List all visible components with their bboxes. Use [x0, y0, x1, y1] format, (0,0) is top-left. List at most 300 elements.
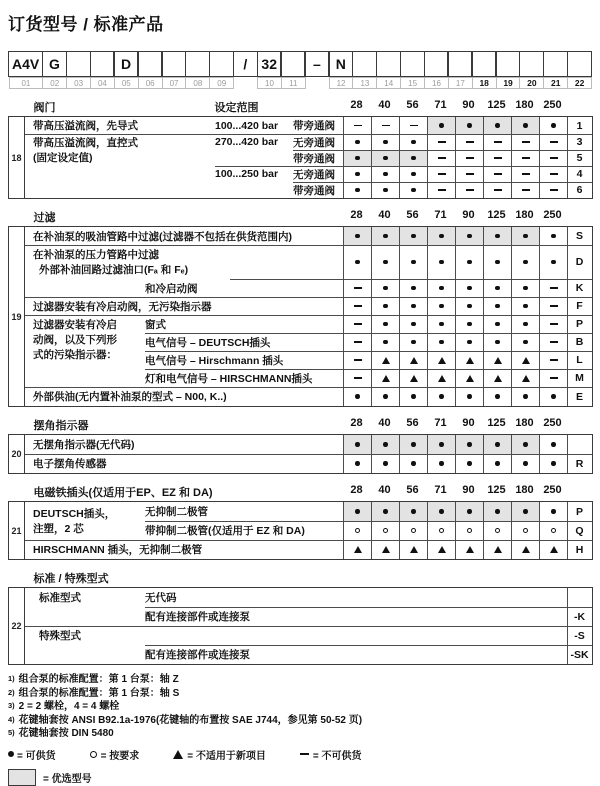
row-label: 带旁通阀 — [293, 120, 335, 132]
available-dot-icon — [467, 442, 472, 447]
value-cell — [427, 227, 455, 245]
footnote-text: 花键轴套按 DIN 5480 — [18, 728, 114, 739]
size-column-header: 40 — [378, 417, 391, 429]
value-cell — [371, 435, 399, 454]
section-body — [25, 117, 592, 198]
available-dot-icon — [411, 172, 416, 177]
code-box-number: 04 — [90, 77, 115, 89]
available-dot-icon — [495, 394, 500, 399]
value-cell — [371, 540, 399, 559]
value-cell — [455, 521, 483, 540]
value-cell — [427, 279, 455, 297]
not-available-dash-icon — [382, 125, 390, 127]
not-available-dash-icon — [354, 305, 362, 307]
value-cell — [539, 279, 567, 297]
value-cell — [343, 117, 371, 134]
footnote-mark: 3) — [8, 701, 15, 710]
value-cell — [483, 387, 511, 406]
spanning-row-label-line: 式的污染指示器： — [33, 349, 117, 361]
code-box-number: 18 — [472, 77, 497, 89]
row-label: 带高压溢流阀，先导式 — [33, 120, 138, 132]
available-dot-icon — [467, 509, 472, 514]
available-dot-icon — [411, 509, 416, 514]
available-dot-icon — [439, 286, 444, 291]
row-label: 无抑制二极管 — [145, 506, 208, 518]
not-available-dash-icon — [550, 359, 558, 361]
value-cell — [343, 333, 371, 351]
available-dot-icon — [439, 234, 444, 239]
row-label: 无旁通阀 — [293, 136, 335, 149]
section-number: 20 — [9, 435, 25, 473]
not-available-dash-icon — [550, 287, 558, 289]
available-dot-icon — [467, 304, 472, 309]
value-cell — [455, 117, 483, 134]
value-cell — [371, 166, 399, 182]
available-dot-icon — [439, 461, 444, 466]
value-cell — [343, 166, 371, 182]
available-dot-icon — [383, 394, 388, 399]
row-label-area — [25, 645, 567, 664]
not-for-new-projects-triangle-icon — [438, 357, 446, 364]
value-cell — [399, 166, 427, 182]
not-for-new-projects-triangle-icon — [382, 375, 390, 382]
not-for-new-projects-triangle-icon — [382, 546, 390, 553]
value-cell — [343, 134, 371, 150]
row-label: 无代码 — [145, 592, 177, 604]
available-dot-icon — [523, 322, 528, 327]
value-cell — [455, 454, 483, 473]
value-cell — [371, 182, 399, 198]
value-cell — [371, 502, 399, 521]
code-box-number: 11 — [281, 77, 306, 89]
code-box-number: 10 — [257, 77, 282, 89]
table-row — [25, 607, 592, 626]
row-label-area — [25, 540, 343, 559]
code-box — [400, 51, 425, 77]
footnote-mark: 4) — [8, 714, 15, 724]
value-cell — [539, 333, 567, 351]
available-dot-icon — [383, 340, 388, 345]
table-row — [25, 297, 592, 315]
not-available-dash-icon — [550, 173, 558, 175]
size-column-header: 71 — [434, 417, 447, 429]
not-for-new-projects-triangle-icon — [438, 375, 446, 382]
value-cell — [371, 279, 399, 297]
value-cell — [455, 315, 483, 333]
not-available-dash-icon — [438, 141, 446, 143]
code-cell: 1 — [567, 117, 591, 134]
footnote-text: 2 = 2 螺栓，4 = 4 螺栓 — [18, 701, 120, 712]
value-cell — [455, 351, 483, 369]
size-column-header: 56 — [406, 417, 419, 429]
value-cell — [539, 521, 567, 540]
value-cell — [427, 454, 455, 473]
code-box — [495, 51, 520, 77]
available-dot-icon — [467, 322, 472, 327]
table-row — [25, 540, 592, 559]
not-available-dash-icon — [522, 141, 530, 143]
value-cell — [455, 435, 483, 454]
model-code-numbers — [8, 77, 592, 89]
code-box-number: 14 — [376, 77, 401, 89]
value-cell — [483, 297, 511, 315]
value-cell — [427, 297, 455, 315]
value-cell — [511, 150, 539, 166]
available-dot-icon — [411, 156, 416, 161]
spanning-row-label-line: (固定设定值) — [33, 152, 93, 164]
size-column-header: 56 — [406, 99, 419, 111]
value-cell — [399, 540, 427, 559]
value-cell — [371, 245, 399, 279]
size-column-header: 40 — [378, 99, 391, 111]
code-box-number: 05 — [114, 77, 139, 89]
size-column-header: 28 — [350, 209, 363, 221]
code-box-number: 15 — [400, 77, 425, 89]
value-cell — [483, 227, 511, 245]
value-cell — [511, 351, 539, 369]
available-dot-icon — [383, 156, 388, 161]
available-dot-icon — [383, 442, 388, 447]
code-cell: 5 — [567, 150, 591, 166]
table-row — [25, 369, 592, 387]
available-dot-icon — [383, 304, 388, 309]
row-label: 配有连接部件或连接泵 — [145, 649, 250, 661]
section-body — [25, 588, 592, 664]
legend-text: = 可供货 — [17, 750, 56, 762]
section-table-22 — [8, 587, 593, 665]
available-dot-icon — [439, 322, 444, 327]
not-available-dash-icon — [550, 341, 558, 343]
value-cell — [343, 351, 371, 369]
value-cell — [539, 166, 567, 182]
value-cell — [511, 540, 539, 559]
available-dot-icon — [467, 340, 472, 345]
value-cell — [343, 150, 371, 166]
value-cell — [455, 369, 483, 387]
table-row — [25, 645, 592, 664]
row-label: 无摆角指示器(无代码) — [33, 439, 135, 451]
available-dot-icon — [495, 442, 500, 447]
row-label-area — [25, 454, 343, 473]
value-cell — [399, 117, 427, 134]
code-cell: L — [567, 351, 591, 369]
not-available-dash-icon — [550, 323, 558, 325]
available-dot-icon — [355, 140, 360, 145]
value-cell — [455, 245, 483, 279]
table-row — [25, 182, 592, 198]
code-box — [352, 51, 377, 77]
section-body — [25, 502, 592, 559]
value-cell — [483, 315, 511, 333]
row-label: 无旁通阀 — [293, 168, 335, 181]
on-request-circle-icon — [411, 528, 417, 534]
available-dot-icon — [523, 304, 528, 309]
value-cell — [371, 521, 399, 540]
value-cell — [539, 227, 567, 245]
code-box — [519, 51, 544, 77]
not-available-dash-icon — [438, 189, 446, 191]
available-dot-icon — [523, 394, 528, 399]
value-cell — [483, 279, 511, 297]
row-label: 灯和电气信号 – HIRSCHMANN插头 — [145, 372, 313, 385]
code-cell: D — [567, 245, 591, 279]
value-cell — [455, 540, 483, 559]
row-label-area — [25, 626, 567, 645]
value-cell — [483, 540, 511, 559]
value-cell — [399, 521, 427, 540]
on-request-circle-icon — [551, 528, 557, 534]
legend-text: = 按要求 — [100, 750, 140, 762]
value-cell — [539, 315, 567, 333]
available-dot-icon — [383, 322, 388, 327]
not-available-dash-icon — [438, 173, 446, 175]
value-cell — [511, 134, 539, 150]
not-available-dash-icon — [466, 173, 474, 175]
available-dot-icon — [495, 234, 500, 239]
value-cell — [371, 117, 399, 134]
spanning-row-label-line: 动阀，以及下列形 — [33, 334, 117, 346]
value-cell — [427, 521, 455, 540]
value-cell — [483, 333, 511, 351]
value-cell — [455, 333, 483, 351]
not-available-dash-icon — [494, 141, 502, 143]
available-dot-icon — [383, 172, 388, 177]
value-cell — [511, 166, 539, 182]
row-label-area — [25, 166, 343, 182]
size-column-header: 180 — [515, 209, 534, 221]
available-dot-icon — [383, 188, 388, 193]
code-box-number: 17 — [448, 77, 473, 89]
value-cell — [343, 227, 371, 245]
value-cell — [483, 150, 511, 166]
size-column-header: 125 — [487, 99, 506, 111]
value-cell — [399, 315, 427, 333]
model-code-row — [8, 51, 592, 89]
value-cell — [539, 369, 567, 387]
code-box — [424, 51, 449, 77]
value-cell — [427, 117, 455, 134]
size-column-header: 125 — [487, 484, 506, 496]
spanning-row-label — [33, 507, 115, 537]
on-request-circle-icon — [467, 528, 473, 534]
available-dot-icon — [383, 509, 388, 514]
not-for-new-projects-triangle-icon — [410, 375, 418, 382]
not-available-dash-icon — [494, 157, 502, 159]
table-row — [25, 117, 592, 134]
section-body — [25, 227, 592, 406]
row-label-area — [25, 182, 343, 198]
value-cell — [539, 297, 567, 315]
row-label: 在补油泵的吸油管路中过滤(过滤器不包括在供货范围内) — [33, 230, 292, 243]
not-for-new-projects-triangle-icon — [466, 546, 474, 553]
row-label-area — [25, 297, 343, 315]
value-cell — [371, 315, 399, 333]
available-dot-icon — [523, 286, 528, 291]
available-dot-icon — [355, 509, 360, 514]
section-header-18 — [25, 99, 593, 114]
code-box — [90, 51, 115, 77]
code-box-number: 06 — [138, 77, 163, 89]
available-dot-icon — [411, 442, 416, 447]
size-column-header: 71 — [434, 484, 447, 496]
section-number: 18 — [9, 117, 25, 198]
available-dot-icon — [551, 461, 556, 466]
size-column-header: 125 — [487, 209, 506, 221]
code-box-number: 08 — [185, 77, 210, 89]
row-label: 和冷启动阀 — [145, 282, 198, 295]
code-box: N — [328, 51, 353, 77]
available-dot-icon — [411, 394, 416, 399]
code-cell — [567, 435, 591, 454]
section-title: 标准 / 特殊型式 — [33, 573, 109, 585]
value-cell — [455, 150, 483, 166]
available-dot-icon — [551, 442, 556, 447]
available-dot-icon — [383, 286, 388, 291]
available-dot-icon — [467, 461, 472, 466]
section-header-19 — [25, 209, 593, 224]
not-available-dash-icon — [550, 305, 558, 307]
available-dot-icon — [355, 260, 360, 265]
available-dot-icon — [411, 234, 416, 239]
value-cell — [511, 117, 539, 134]
spanning-row-label — [33, 136, 138, 166]
section-title: 过滤 — [33, 212, 56, 224]
section-title: 电磁铁插头(仅适用于EP、EZ 和 DA) — [33, 487, 213, 499]
code-box — [185, 51, 210, 77]
available-dot-icon — [551, 394, 556, 399]
value-cell — [399, 279, 427, 297]
section-subcolumn-title: 设定范围 — [214, 102, 259, 114]
code-cell: -K — [567, 607, 591, 626]
row-label-area — [25, 588, 567, 607]
value-cell — [399, 333, 427, 351]
size-column-header: 125 — [487, 417, 506, 429]
row-label-area — [25, 117, 343, 134]
symbol-legend — [8, 747, 592, 762]
value-cell — [455, 134, 483, 150]
code-cell: -S — [567, 626, 591, 645]
available-dot-icon — [495, 509, 500, 514]
value-cell — [483, 134, 511, 150]
value-cell — [427, 435, 455, 454]
value-cell — [399, 435, 427, 454]
code-box: A4V — [8, 51, 43, 77]
available-dot-icon — [383, 140, 388, 145]
legend-item — [300, 747, 362, 762]
footnote-mark: 5) — [8, 728, 15, 737]
available-dot-icon — [411, 140, 416, 145]
not-for-new-projects-triangle-icon — [354, 546, 362, 553]
section-title: 阀门 — [33, 102, 56, 114]
size-column-header: 90 — [462, 417, 475, 429]
value-cell — [427, 150, 455, 166]
available-dot-icon — [467, 286, 472, 291]
available-dot-icon — [355, 156, 360, 161]
value-cell — [399, 182, 427, 198]
code-box-number — [305, 77, 330, 89]
value-cell — [539, 182, 567, 198]
available-dot-icon — [467, 123, 472, 128]
not-for-new-projects-triangle-icon — [494, 546, 502, 553]
value-cell — [343, 279, 371, 297]
value-cell — [399, 369, 427, 387]
code-cell: E — [567, 387, 591, 406]
value-cell — [455, 166, 483, 182]
value-cell — [371, 227, 399, 245]
value-cell — [427, 245, 455, 279]
row-label-area — [25, 387, 343, 406]
value-cell — [371, 369, 399, 387]
value-cell — [483, 454, 511, 473]
value-cell — [343, 387, 371, 406]
not-for-new-projects-triangle-icon — [522, 546, 530, 553]
legend-item — [8, 747, 56, 762]
footnote — [8, 727, 592, 741]
code-box: – — [304, 51, 329, 77]
row-label: 窗式 — [145, 318, 166, 331]
value-cell — [511, 315, 539, 333]
available-dot-icon — [355, 442, 360, 447]
available-dot-icon — [355, 461, 360, 466]
value-cell — [371, 351, 399, 369]
value-cell — [371, 134, 399, 150]
value-cell — [371, 333, 399, 351]
table-row — [25, 435, 592, 454]
not-available-dash-icon — [494, 173, 502, 175]
size-column-header: 180 — [515, 99, 534, 111]
available-dot-icon — [467, 234, 472, 239]
not-for-new-projects-triangle-icon — [494, 357, 502, 364]
value-cell — [483, 182, 511, 198]
on-request-circle-icon — [439, 528, 445, 534]
page — [8, 10, 592, 786]
value-cell — [427, 333, 455, 351]
preferred-shaded-swatch — [8, 769, 36, 786]
not-available-dash-icon — [522, 157, 530, 159]
not-available-dash-icon — [466, 141, 474, 143]
row-label: HIRSCHMANN 插头，无抑制二极管 — [33, 544, 203, 556]
size-column-header: 28 — [350, 417, 363, 429]
code-box-number: 20 — [519, 77, 544, 89]
value-cell — [427, 387, 455, 406]
value-cell — [511, 369, 539, 387]
code-cell: P — [567, 315, 591, 333]
section-number: 19 — [9, 227, 25, 406]
row-label: 电气信号 – DEUTSCH插头 — [145, 336, 271, 349]
code-cell: M — [567, 369, 591, 387]
section-table-19 — [8, 226, 593, 407]
available-dot-icon — [8, 751, 14, 757]
footnote — [8, 700, 592, 714]
value-cell — [343, 454, 371, 473]
available-dot-icon — [383, 234, 388, 239]
code-cell: 3 — [567, 134, 591, 150]
not-available-dash-icon — [410, 125, 418, 127]
code-box: G — [42, 51, 67, 77]
legend-item — [173, 747, 266, 762]
available-dot-icon — [439, 123, 444, 128]
value-cell — [399, 150, 427, 166]
value-cell — [399, 134, 427, 150]
row-label: 电气信号 – Hirschmann 插头 — [145, 354, 284, 367]
code-box — [471, 51, 496, 77]
footnotes — [8, 673, 592, 741]
available-dot-icon — [467, 260, 472, 265]
value-cell — [399, 502, 427, 521]
code-cell: -SK — [567, 645, 591, 664]
row-label: 带抑制二极管(仅适用于 EZ 和 DA) — [145, 525, 305, 537]
available-dot-icon — [411, 188, 416, 193]
